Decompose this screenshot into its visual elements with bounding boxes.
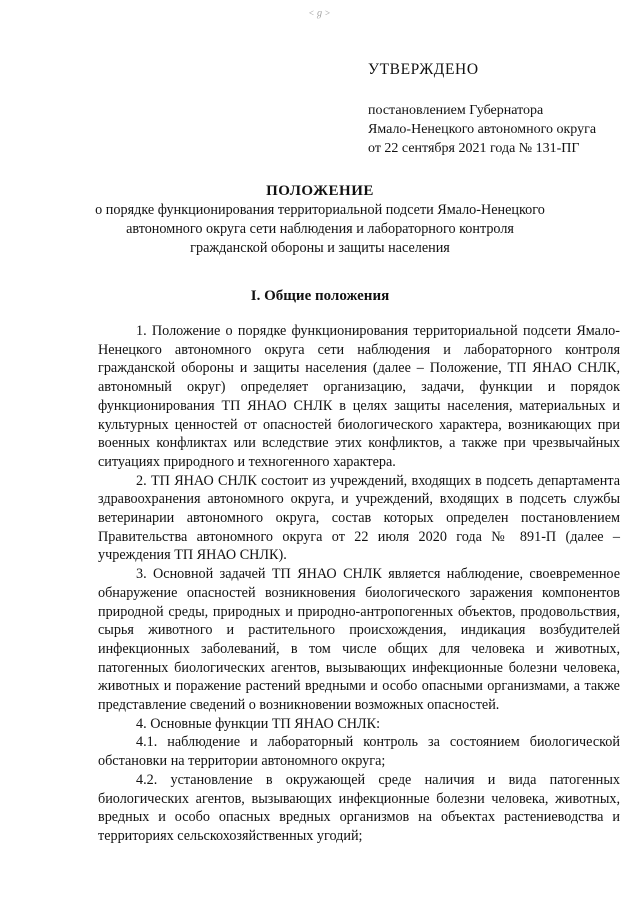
paragraph-3: 3. Основной задачей ТП ЯНАО СНЛК является наблюдение, своевременное обнаружение опасностей возникновения биологического заражения компонентов природной среды, природных и природно-антропогенных объектов, продовольствия, сырья животного и растительного происхождения, индикация возбудителей инфекционных заболеваний, в том числе общих для человека и животных, патогенных биологических агентов, вызывающих инфекционные болезни человека, животных и поражение растений вредными и особо опасными организмами, а также представление сведений о возникновении возможных опасностей. bbox=[98, 566, 620, 714]
approved-label: УТВЕРЖДЕНО bbox=[368, 61, 479, 78]
document-subtitle: о порядке функционирования территориальной подсети Ямало-Ненецкого автономного округа сети наблюдения и лабораторного контроля гражданской обороны и защиты населения bbox=[95, 202, 545, 256]
approval-line-1: постановлением Губернатора bbox=[368, 103, 544, 118]
paragraph-4-2: 4.2. установление в окружающей среде наличия и вида патогенных биологических агентов, вызывающих инфекционные болезни человека, животных, вредных и особо опасных вредных организмов на объектах растениеводства и территориях сельскохозяйственных угодий; bbox=[98, 771, 620, 844]
paragraph-4-1: 4.1. наблюдение и лабораторный контроль за состоянием биологической обстановки на территории автономного округа; bbox=[98, 734, 620, 770]
approval-line-3: от 22 сентября 2021 года № 131-ПГ bbox=[368, 141, 580, 156]
paragraph-1: 1. Положение о порядке функционирования территориальной подсети Ямало-Ненецкого автономного округа сети наблюдения и лабораторного контроля гражданской обороны и защиты населения (далее – Положение, ТП ЯНАО СНЛК, автономный округ) определяет организацию, задачи, функции и порядок функционирования ТП ЯНАО СНЛК в целях защиты населения, материальных и культурных ценностей от опасностей биологического характера, возникающих при военных конфликтах или вследствие этих конфликтов, а также при чрезвычайных ситуациях природного и техногенного характера. bbox=[98, 323, 620, 470]
section-heading: I. Общие положения bbox=[250, 288, 390, 304]
document-title: ПОЛОЖЕНИЕ bbox=[266, 183, 374, 199]
approval-line-2: Ямало-Ненецкого автономного округа bbox=[368, 122, 597, 137]
paragraph-2: 2. ТП ЯНАО СНЛК состоит из учреждений, входящих в подсеть департамента здравоохранения автономного округа, и учреждений, входящих в подсеть службы ветеринарии автономного округа, состав которых определен постановлением Правительства автономного округа от 22 июля 2020 года № 891-П (далее – учреждения ТП ЯНАО СНЛК). bbox=[98, 472, 620, 564]
header-mark: <ℊ> bbox=[308, 8, 332, 18]
document-body bbox=[98, 322, 620, 846]
title-block bbox=[92, 182, 548, 258]
paragraph-4: 4. Основные функции ТП ЯНАО СНЛК: bbox=[136, 715, 381, 732]
approval-stamp bbox=[368, 60, 628, 158]
